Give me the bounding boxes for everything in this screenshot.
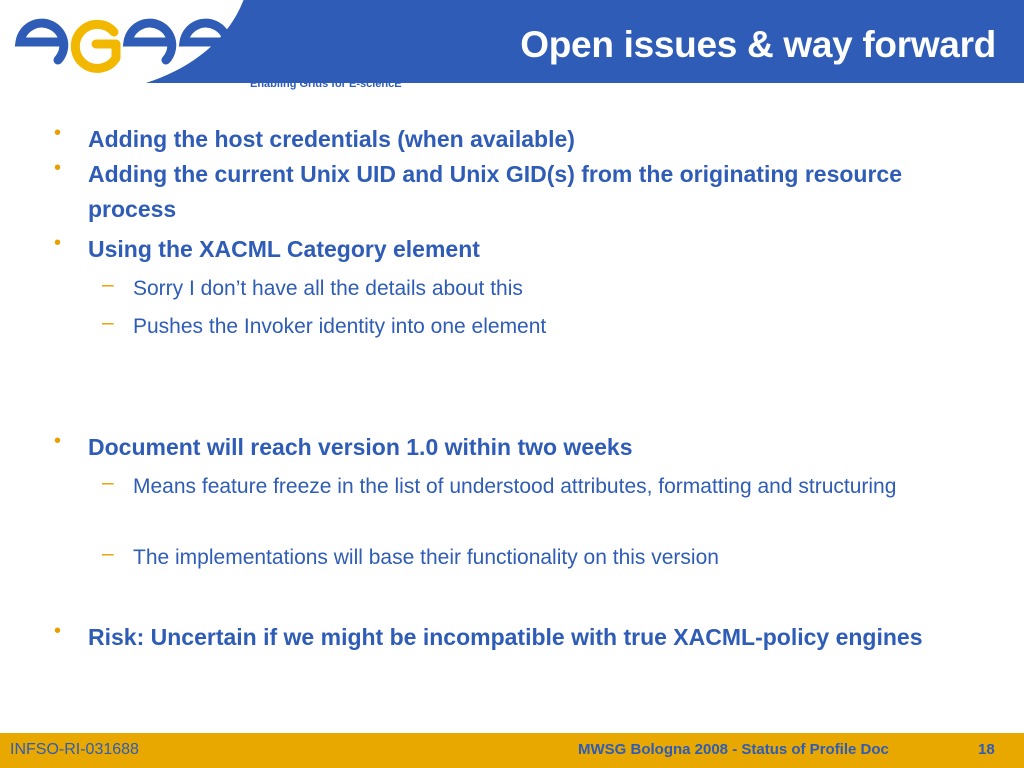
list-item-text: Adding the current Unix UID and Unix GID(s) from the originating resource process xyxy=(88,161,903,222)
dash-icon: – xyxy=(102,311,114,334)
slide-header xyxy=(0,0,1024,95)
sub-list-item-text: The implementations will base their functionality on this version xyxy=(133,546,719,569)
slide-title: Open issues & way forward xyxy=(520,24,996,65)
header-divider xyxy=(0,83,1024,95)
dash-icon: – xyxy=(102,273,114,296)
dash-icon: – xyxy=(102,471,114,494)
slide-footer xyxy=(0,733,1024,768)
bullet-icon: • xyxy=(54,122,62,144)
list-item-text: Adding the host credentials (when available) xyxy=(88,126,575,152)
list-item-text: Using the XACML Category element xyxy=(88,236,480,262)
list-item-text: Risk: Uncertain if we might be incompatible with true XACML-policy engines xyxy=(88,624,923,650)
sub-list-item-text: Sorry I don’t have all the details about this xyxy=(133,277,523,300)
page-number: 18 xyxy=(978,741,995,758)
bullet-list xyxy=(0,112,1024,722)
bullet-icon: • xyxy=(54,620,62,642)
egee-logo xyxy=(12,14,238,78)
sub-list-item-text: Means feature freeze in the list of understood attributes, formatting and structuring xyxy=(133,475,897,498)
bullet-icon: • xyxy=(54,430,62,452)
sub-list-item-text: Pushes the Invoker identity into one element xyxy=(133,315,547,338)
footer-event: MWSG Bologna 2008 - Status of Profile Doc xyxy=(578,741,889,758)
project-id: INFSO-RI-031688 xyxy=(10,741,139,758)
bullet-icon: • xyxy=(54,157,62,179)
bullet-icon: • xyxy=(54,232,62,254)
list-item-text: Document will reach version 1.0 within two weeks xyxy=(88,434,633,460)
dash-icon: – xyxy=(102,542,114,565)
tagline: Enabling Grids for E-sciencE xyxy=(250,78,402,90)
